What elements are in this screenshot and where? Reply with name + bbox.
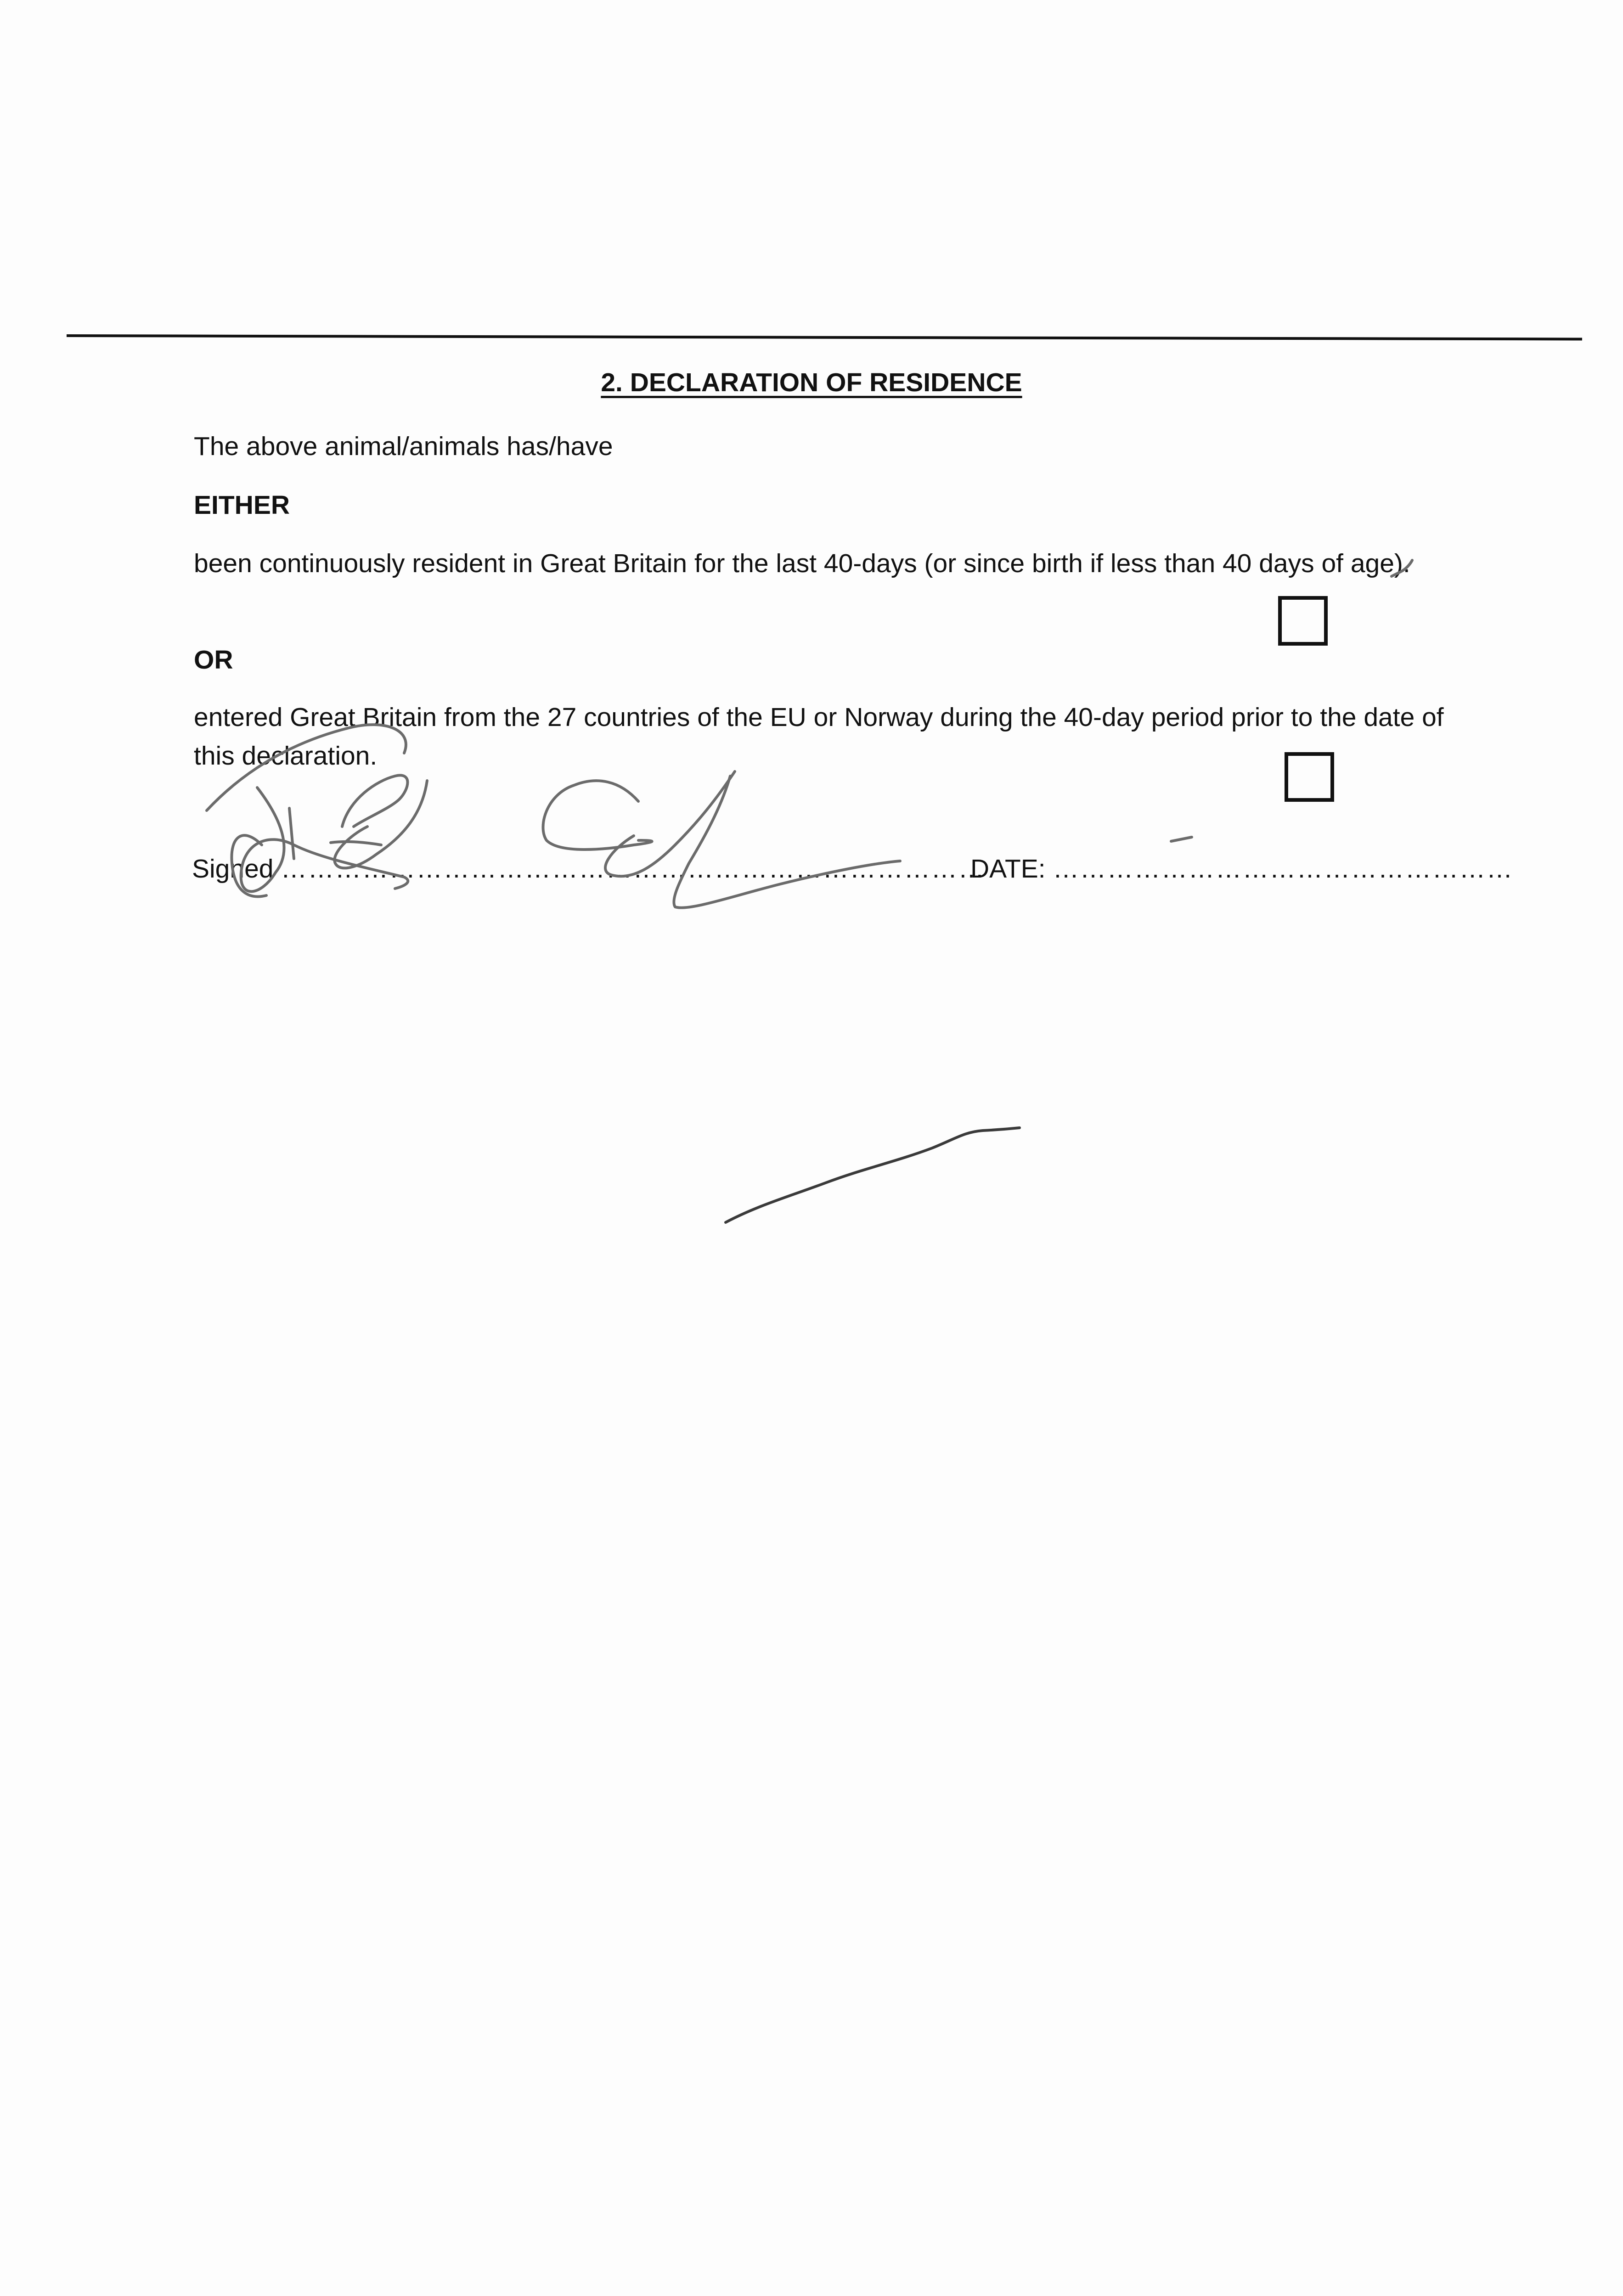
signature-stroke	[674, 776, 900, 908]
date-dotted-line[interactable]: ……………………………………………	[1053, 854, 1514, 884]
section-title: 2. DECLARATION OF RESIDENCE	[601, 368, 1022, 397]
option2-checkbox[interactable]	[1285, 752, 1334, 802]
signature-stroke	[543, 781, 652, 850]
option1-checkbox[interactable]	[1278, 596, 1328, 646]
signature-stroke	[289, 808, 294, 859]
section-divider	[67, 334, 1582, 340]
signature-stroke	[1171, 837, 1192, 841]
signed-label: Signed	[192, 854, 274, 884]
option1-text: been continuously resident in Great Britain for the last 40-days (or since birth if less than 40 days of age).	[194, 549, 1410, 578]
intro-text: The above animal/animals has/have	[194, 432, 613, 461]
signature-stroke	[342, 775, 408, 827]
either-label: EITHER	[194, 490, 290, 520]
date-label: DATE:	[970, 854, 1046, 884]
or-label: OR	[194, 645, 233, 675]
signed-line	[192, 853, 985, 885]
option2-text: entered Great Britain from the 27 countries of the EU or Norway during the 40-day period prior to the date of this declaration.	[194, 703, 1444, 771]
date-line	[970, 853, 1513, 885]
signature-stroke	[726, 1128, 1020, 1222]
signed-dotted-line[interactable]: ……………………………………………………………………	[281, 854, 986, 884]
signature-stroke	[331, 842, 381, 845]
